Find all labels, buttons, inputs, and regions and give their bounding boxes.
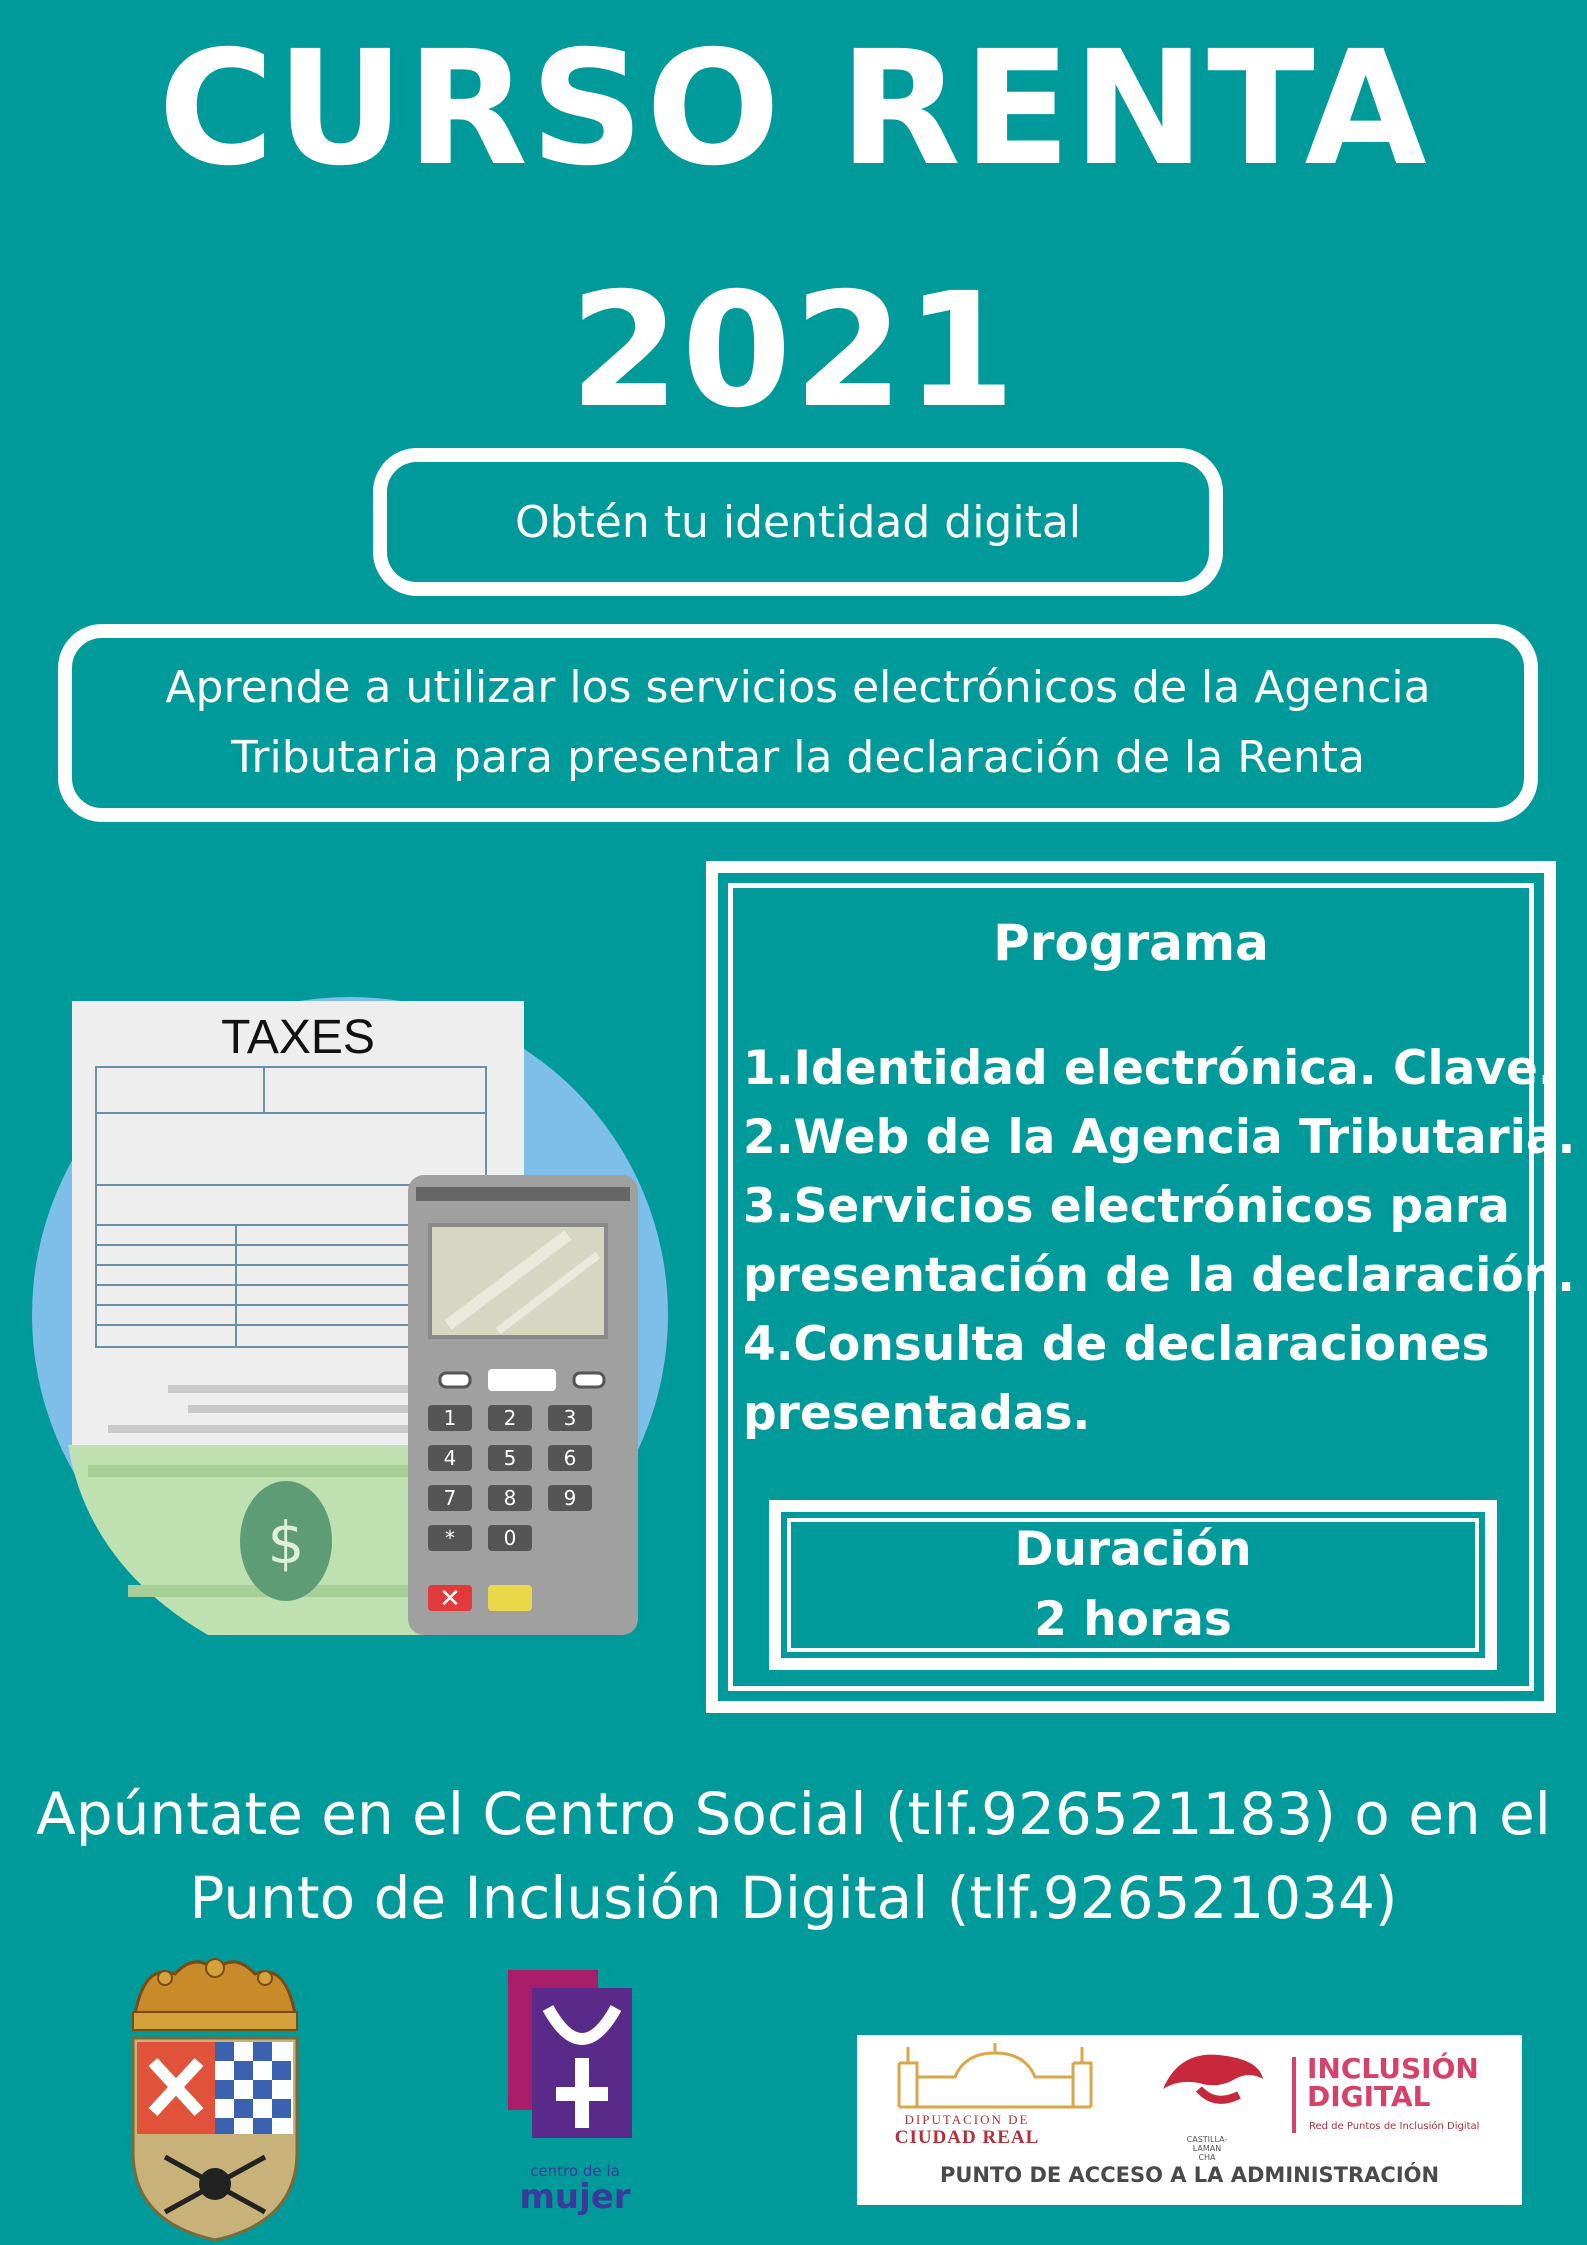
castilla-line-2: LAMAN: [1192, 2144, 1222, 2153]
description-box: [58, 624, 1538, 822]
centro-mujer-logo: [500, 1970, 650, 2225]
diputacion-line-1: DIPUTACION DE: [904, 2112, 1030, 2127]
taxes-illustration: [28, 995, 670, 1635]
dollar-icon: $: [267, 1509, 305, 1577]
duration-value: 2 horas: [1034, 1592, 1232, 1647]
partners-logo-panel: [857, 2035, 1522, 2205]
diputacion-line-2: CIUDAD REAL: [894, 2127, 1040, 2148]
duration-box: [769, 1500, 1497, 1670]
keypad-key-label: *: [445, 1526, 455, 1550]
program-item: 2.Web de la Agencia Tributaria.: [743, 1110, 1576, 1165]
clear-key: [488, 1585, 532, 1611]
keypad-key-label: 9: [563, 1486, 577, 1510]
inclusion-line-1: INCLUSIÓN: [1307, 2052, 1479, 2085]
program-list: [743, 1034, 1575, 1448]
description-text: Aprende a utilizar los servicios electrónicos de la Agencia Tributaria para presentar la declaración de la Renta: [165, 662, 1431, 783]
inclusion-line-2: DIGITAL: [1307, 2080, 1431, 2113]
mujer-label-small: centro de la: [530, 2162, 620, 2180]
keypad-key-label: 5: [503, 1446, 517, 1470]
program-box: [706, 861, 1576, 1713]
keypad-key-label: 6: [563, 1446, 577, 1470]
keypad-key-label: 4: [443, 1446, 457, 1470]
mujer-symbol-icon: [500, 1970, 650, 2155]
inclusion-subtitle: Red de Puntos de Inclusión Digital: [1309, 2121, 1480, 2132]
municipal-crest-logo: [125, 1952, 305, 2242]
signup-line-1: Apúntate en el Centro Social (tlf.926521183) o en el: [36, 1780, 1551, 1848]
program-item: presentación de la declaración.: [743, 1248, 1576, 1303]
castilla-la-mancha-icon: [1159, 2049, 1267, 2135]
program-item: presentadas.: [743, 1386, 1091, 1441]
program-item: 1.Identidad electrónica. Clave.: [743, 1041, 1556, 1096]
keypad-key-label: 2: [503, 1406, 517, 1430]
keypad-key-label: 0: [503, 1526, 517, 1550]
svg-text:✕: ✕: [439, 1584, 461, 1614]
tax-form-heading: TAXES: [221, 1011, 375, 1064]
signup-text: [0, 1772, 1587, 1940]
program-item: 3.Servicios electrónicos para: [743, 1179, 1510, 1234]
keypad-key-label: 1: [443, 1406, 457, 1430]
keypad-key-label: 3: [563, 1406, 577, 1430]
castilla-line-3: CHA: [1198, 2153, 1216, 2162]
access-point-label: PUNTO DE ACCESO A LA ADMINISTRACIÓN: [939, 2163, 1440, 2187]
program-title: Programa: [993, 914, 1269, 972]
keypad-key-label: 8: [503, 1486, 517, 1510]
signup-line-2: Punto de Inclusión Digital (tlf.926521034): [189, 1864, 1398, 1932]
subtitle-box: [373, 448, 1223, 596]
duration-inner-frame: [787, 1518, 1479, 1652]
diputacion-logo-text: [867, 2111, 1067, 2147]
title-line-2: 2021: [569, 259, 1018, 443]
mujer-label-large: mujer: [519, 2177, 631, 2217]
subtitle-text: Obtén tu identidad digital: [514, 496, 1082, 548]
duration-label: Duración: [1014, 1522, 1252, 1577]
castilla-line-1: CASTILLA-: [1186, 2135, 1228, 2144]
program-item: 4.Consulta de declaraciones: [743, 1317, 1490, 1372]
title-line-1: CURSO RENTA: [158, 17, 1429, 201]
keypad-key-label: 7: [443, 1486, 457, 1510]
program-inner-frame: [728, 883, 1576, 1691]
inclusion-divider: [1292, 2057, 1296, 2133]
inclusion-digital-logo: [1307, 2052, 1479, 2113]
castilla-la-mancha-text: [1177, 2135, 1237, 2162]
diputacion-building-icon: [895, 2043, 1095, 2111]
